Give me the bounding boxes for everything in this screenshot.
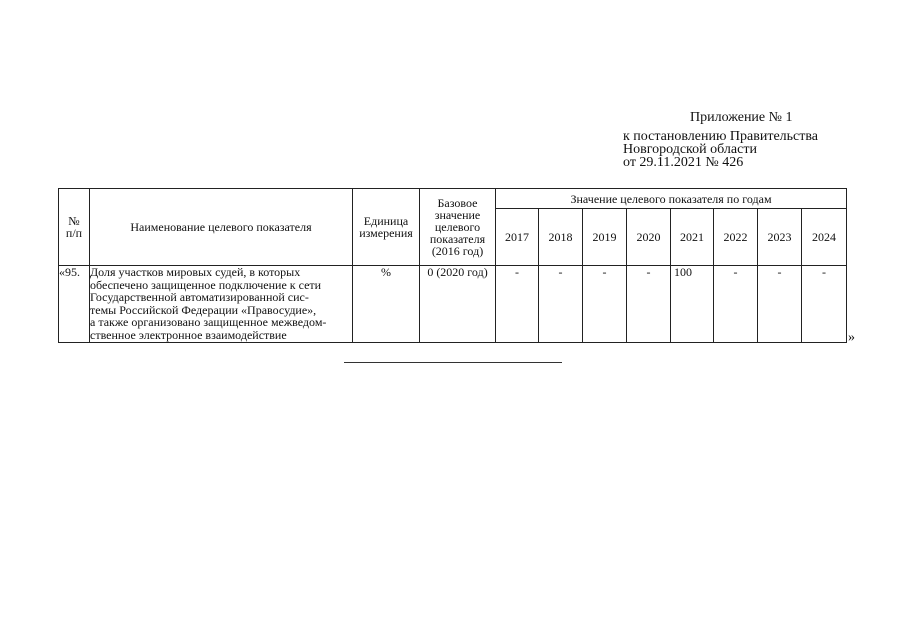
header-year: 2020 — [627, 209, 671, 266]
table-row — [59, 266, 847, 343]
separator-line — [344, 362, 562, 363]
row-value-2018: - — [539, 266, 583, 343]
row-number: «95. — [59, 266, 90, 343]
header-year: 2024 — [802, 209, 847, 266]
appendix-line-region: Новгородской области — [623, 142, 757, 157]
appendix-title: Приложение № 1 — [690, 110, 793, 125]
header-year: 2021 — [671, 209, 714, 266]
header-year: 2018 — [539, 209, 583, 266]
header-year: 2023 — [758, 209, 802, 266]
appendix-reference — [623, 130, 818, 169]
row-value-2022: - — [714, 266, 758, 343]
row-value-2024: - — [802, 266, 847, 343]
row-value-2017: - — [496, 266, 539, 343]
header-unit-text: Единица измерения — [359, 214, 413, 240]
row-value-2021: 100 — [671, 266, 714, 343]
row-value-2020: - — [627, 266, 671, 343]
header-year: 2017 — [496, 209, 539, 266]
header-number-text: № п/п — [65, 214, 83, 240]
row-value-2023: - — [758, 266, 802, 343]
header-number — [59, 189, 90, 266]
header-base-value — [420, 189, 496, 266]
appendix-line-date: от 29.11.2021 № 426 — [623, 155, 744, 170]
header-years-group — [496, 189, 847, 209]
row-unit: % — [353, 266, 420, 343]
indicators-table — [58, 188, 847, 343]
appendix-line-resolution: к постановлению Правительства — [623, 129, 819, 144]
header-name — [90, 189, 353, 266]
header-unit — [353, 189, 420, 266]
row-indicator-name: Доля участков мировых судей, в которых обеспечено защищенное подключение к сети Государственной автоматизированной сис- темы Российской Федерации «Правосудие», а также организовано защищенное межведом- ственное электронное взаимодействие — [90, 266, 353, 343]
header-name-text: Наименование целевого показателя — [130, 220, 312, 234]
header-year: 2022 — [714, 209, 758, 266]
row-value-2019: - — [583, 266, 627, 343]
header-year: 2019 — [583, 209, 627, 266]
closing-quote: » — [848, 330, 855, 345]
header-base-value-text: Базовое значение целевого показателя (2016 год) — [429, 196, 486, 258]
row-base-value: 0 (2020 год) — [420, 266, 496, 343]
header-years-group-text: Значение целевого показателя по годам — [570, 191, 772, 206]
